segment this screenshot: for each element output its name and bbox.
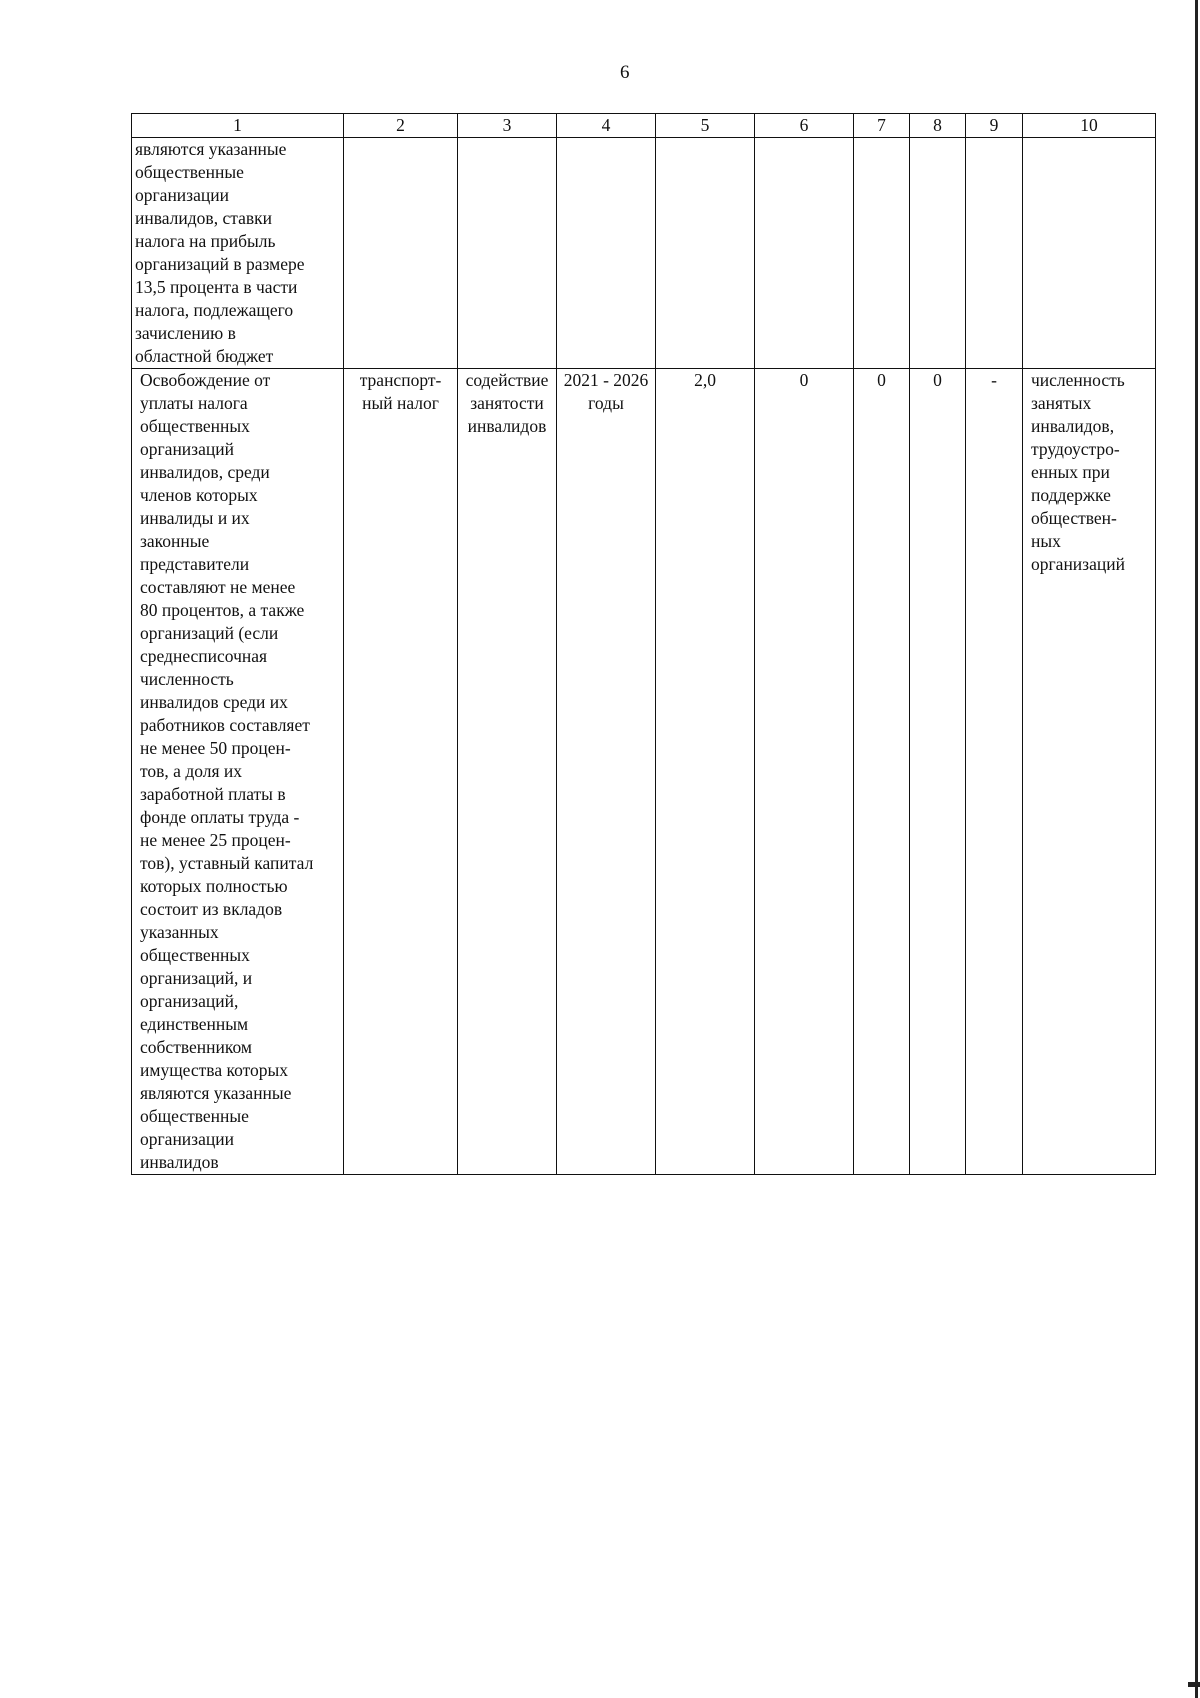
table-header-row [132,114,1156,138]
scan-edge-mark [1188,1682,1200,1687]
row1-col5 [656,138,755,369]
row1-col8 [910,138,966,369]
row2-col8 [910,369,966,1175]
row2-col2-text: транспорт- ный налог [359,370,442,413]
row1-col6 [755,138,854,369]
column-header-5: 5 [656,114,755,138]
column-header-1: 1 [132,114,344,138]
row2-col4 [557,369,656,1175]
column-header-10: 10 [1023,114,1156,138]
row2-col4-text: 2021 - 2026 годы [563,370,649,413]
column-header-2: 2 [344,114,458,138]
row1-col1-text: являются указанные общественные организации инвалидов, ставки налога на прибыль организаций в размере 13,5 процента в части налога, подлежащего зачислению в областной бюджет [135,139,305,366]
row2-col9 [966,369,1023,1175]
row2-col7 [854,369,910,1175]
row2-col8-text: 0 [933,370,942,390]
row1-col7 [854,138,910,369]
row2-col3-text: содействие занятости инвалидов [465,370,549,436]
table-row [132,369,1156,1175]
row1-col3 [458,138,557,369]
row2-col9-text: - [991,370,997,390]
row1-col10 [1023,138,1156,369]
row2-col10 [1023,369,1156,1175]
row2-col6 [755,369,854,1175]
row2-col1 [132,369,344,1175]
column-header-6: 6 [755,114,854,138]
row1-col2 [344,138,458,369]
column-header-9: 9 [966,114,1023,138]
row2-col5-text: 2,0 [694,370,716,390]
row2-col10-text: численность занятых инвалидов, трудоустро- енных при поддержке обществен- ных организаций [1031,370,1125,574]
row1-col9 [966,138,1023,369]
column-header-4: 4 [557,114,656,138]
row2-col7-text: 0 [877,370,886,390]
column-header-8: 8 [910,114,966,138]
column-header-7: 7 [854,114,910,138]
row1-col1 [132,138,344,369]
row2-col6-text: 0 [799,370,809,390]
row2-col2 [344,369,458,1175]
column-header-3: 3 [458,114,557,138]
benefits-table [131,113,1156,1175]
scan-edge-line [1195,0,1198,1698]
row2-col3 [458,369,557,1175]
row1-col4 [557,138,656,369]
row2-col1-text: Освобождение от уплаты налога общественных организаций инвалидов, среди членов которых инвалиды и их законные представители составляют не менее 80 процентов, а также организаций (если среднесписочная численность инвалидов среди их работников составляет не менее 50 процен- тов, а доля их заработной платы в фонде оплаты труда - не менее 25 процен- тов), уставный капитал которых полностью состоит из вкладов указанных общественных организаций, и организаций, единственным собственником имущества которых являются указанные общественные организации инвалидов [140,370,314,1172]
row2-col5 [656,369,755,1175]
page-number: 6 [620,62,630,83]
table-row [132,138,1156,369]
